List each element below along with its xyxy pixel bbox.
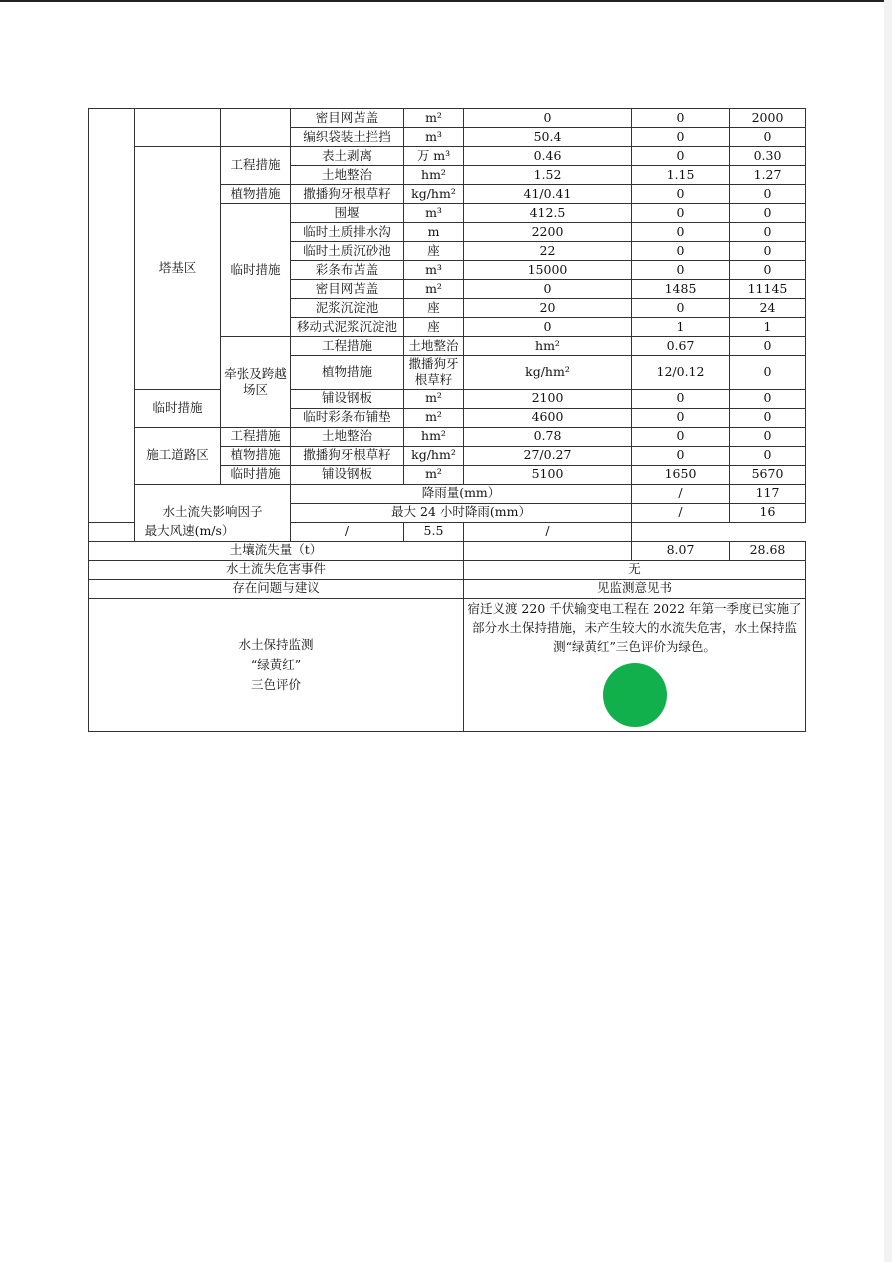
measure-cell: 编织袋装土拦挡 — [291, 128, 404, 147]
design-cell: / — [632, 484, 730, 503]
design-cell: 1.52 — [464, 166, 632, 185]
unit-cell: m² — [404, 389, 464, 408]
current-cell: 117 — [730, 484, 806, 503]
design-cell: 0.67 — [632, 337, 730, 356]
unit-cell: m² — [404, 109, 464, 128]
design-cell: 41/0.41 — [464, 185, 632, 204]
unit-cell: 座 — [404, 299, 464, 318]
unit-cell: kg/hm² — [404, 185, 464, 204]
evaluation-text: 宿迁义渡 220 千伏输变电工程在 2022 年第一季度已实施了部分水土保持措施，未产生较大的水流失危害，水土保持监测“绿黄红”三色评价为绿色。 — [467, 600, 802, 655]
area-label-tower: 塔基区 — [135, 147, 221, 390]
current-cell: 0 — [730, 356, 806, 390]
current-cell: 1 — [632, 318, 730, 337]
current-cell: 0 — [632, 204, 730, 223]
measure-cell: 铺设钢板 — [291, 389, 404, 408]
category-label: 工程措施 — [221, 427, 291, 446]
measure-cell: 围堰 — [291, 204, 404, 223]
current-cell: 1650 — [632, 465, 730, 484]
hazard-label: 水土流失危害事件 — [89, 560, 464, 579]
design-cell: 4600 — [464, 408, 632, 427]
factors-label: 水土流失影响因子 — [135, 484, 291, 541]
cumulative-cell: 0.30 — [730, 147, 806, 166]
measure-cell: 泥浆沉淀池 — [291, 299, 404, 318]
cumulative-cell: 0 — [730, 242, 806, 261]
area-label-stringing: 牵张及跨越场区 — [221, 337, 291, 428]
current-cell: 16 — [730, 503, 806, 522]
issues-label: 存在问题与建议 — [89, 579, 464, 598]
measure-cell: 临时彩条布铺垫 — [291, 408, 404, 427]
cumulative-cell: 1 — [730, 318, 806, 337]
factor-name: 最大 24 小时降雨(mm） — [291, 503, 632, 522]
cumulative-cell: 0 — [730, 446, 806, 465]
cumulative-cell: / — [464, 522, 632, 541]
measure-cell: 临时土质排水沟 — [291, 223, 404, 242]
table-row — [89, 427, 806, 446]
category-label: 临时措施 — [221, 465, 291, 484]
current-cell: 0 — [632, 185, 730, 204]
design-cell: / — [632, 503, 730, 522]
factor-name: 最大风速(m/s） — [89, 522, 291, 541]
design-cell: 22 — [464, 242, 632, 261]
cumulative-cell: 11145 — [730, 280, 806, 299]
cumulative-cell: 0 — [730, 204, 806, 223]
section-cell — [89, 109, 135, 523]
measure-cell: 移动式泥浆沉淀池 — [291, 318, 404, 337]
design-cell: 412.5 — [464, 204, 632, 223]
design-cell: 0 — [464, 109, 632, 128]
measure-cell: 撒播狗牙根草籽 — [291, 446, 404, 465]
category-label: 临时措施 — [221, 204, 291, 337]
design-cell: 0 — [464, 318, 632, 337]
evaluation-result — [464, 598, 806, 731]
measure-cell: 表土剥离 — [291, 147, 404, 166]
design-cell: / — [291, 522, 404, 541]
cumulative-cell: 5670 — [730, 465, 806, 484]
factor-name: 降雨量(mm） — [291, 484, 632, 503]
cumulative-cell: 0 — [730, 223, 806, 242]
unit-cell: kg/hm² — [404, 446, 464, 465]
unit-cell: 座 — [404, 242, 464, 261]
unit-cell: hm² — [404, 166, 464, 185]
category-cell — [221, 109, 291, 147]
unit-cell: m³ — [404, 128, 464, 147]
measure-cell: 密目网苫盖 — [291, 280, 404, 299]
green-rating-indicator — [603, 663, 667, 727]
cumulative-cell: 0 — [730, 185, 806, 204]
table-row — [89, 579, 806, 598]
measure-cell: 铺设钢板 — [291, 465, 404, 484]
table-row — [89, 484, 806, 503]
design-cell: 0 — [464, 280, 632, 299]
current-cell: 0 — [632, 446, 730, 465]
category-label: 植物措施 — [291, 356, 404, 390]
table-row — [89, 598, 806, 731]
unit-cell: 万 m³ — [404, 147, 464, 166]
measure-cell: 临时土质沉砂池 — [291, 242, 404, 261]
cumulative-cell: 0 — [730, 389, 806, 408]
measure-cell: 撒播狗牙根草籽 — [291, 185, 404, 204]
page-right-edge — [884, 0, 892, 1262]
category-label: 工程措施 — [291, 337, 404, 356]
design-cell: 15000 — [464, 261, 632, 280]
measure-cell: 土地整治 — [291, 166, 404, 185]
table-row — [89, 541, 806, 560]
design-cell: 27/0.27 — [464, 446, 632, 465]
table-row — [89, 109, 806, 128]
unit-cell: m³ — [404, 261, 464, 280]
table-row — [89, 560, 806, 579]
category-label: 植物措施 — [221, 185, 291, 204]
area-cell — [135, 109, 221, 147]
current-cell: 0 — [632, 223, 730, 242]
measure-cell: 土地整治 — [291, 427, 404, 446]
evaluation-label-line: 三色评价 — [250, 676, 301, 692]
current-cell: 0 — [632, 389, 730, 408]
design-cell: 0.78 — [464, 427, 632, 446]
unit-cell: hm² — [464, 337, 632, 356]
current-cell: 0 — [632, 128, 730, 147]
evaluation-label — [89, 598, 464, 731]
design-cell: 2100 — [464, 389, 632, 408]
unit-cell: kg/hm² — [464, 356, 632, 390]
soil-loss-label: 土壤流失量（t） — [89, 541, 464, 560]
unit-cell: m² — [404, 280, 464, 299]
page-top-border — [0, 0, 892, 2]
design-cell: 5100 — [464, 465, 632, 484]
design-cell: 0.46 — [464, 147, 632, 166]
monitoring-table — [88, 108, 806, 732]
hazard-value: 无 — [464, 560, 806, 579]
unit-cell: hm² — [404, 427, 464, 446]
measure-cell: 彩条布苫盖 — [291, 261, 404, 280]
cumulative-cell: 2000 — [730, 109, 806, 128]
design-cell: 20 — [464, 299, 632, 318]
unit-cell: m³ — [404, 204, 464, 223]
measure-cell: 撒播狗牙根草籽 — [404, 356, 464, 390]
unit-cell: m² — [404, 408, 464, 427]
design-cell: 2200 — [464, 223, 632, 242]
category-label: 工程措施 — [221, 147, 291, 185]
unit-cell: 座 — [404, 318, 464, 337]
category-label: 临时措施 — [135, 389, 221, 427]
current-cell: 5.5 — [404, 522, 464, 541]
table-row — [89, 147, 806, 166]
current-cell: 0 — [632, 427, 730, 446]
design-cell: 50.4 — [464, 128, 632, 147]
current-cell: 8.07 — [632, 541, 730, 560]
evaluation-label-line: 水土保持监测 — [238, 636, 314, 652]
current-cell: 0 — [632, 408, 730, 427]
cumulative-cell: 0 — [730, 408, 806, 427]
unit-cell: m² — [404, 465, 464, 484]
cumulative-cell: 28.68 — [730, 541, 806, 560]
cumulative-cell: 24 — [730, 299, 806, 318]
cumulative-cell: 0 — [730, 128, 806, 147]
evaluation-label-line: “绿黄红” — [250, 656, 302, 672]
current-cell: 1.15 — [632, 166, 730, 185]
current-cell: 0 — [632, 299, 730, 318]
current-cell: 0 — [730, 337, 806, 356]
cumulative-cell: 0 — [730, 427, 806, 446]
current-cell: 0 — [632, 147, 730, 166]
table-row — [89, 389, 806, 408]
cumulative-cell: 1.27 — [730, 166, 806, 185]
design-cell — [464, 541, 632, 560]
unit-cell: m — [404, 223, 464, 242]
category-label: 植物措施 — [221, 446, 291, 465]
table-row — [89, 522, 806, 541]
area-label-road: 施工道路区 — [135, 427, 221, 484]
design-cell: 12/0.12 — [632, 356, 730, 390]
current-cell: 0 — [632, 261, 730, 280]
current-cell: 0 — [632, 109, 730, 128]
cumulative-cell: 0 — [730, 261, 806, 280]
current-cell: 1485 — [632, 280, 730, 299]
measure-cell: 密目网苫盖 — [291, 109, 404, 128]
measure-cell: 土地整治 — [404, 337, 464, 356]
issues-value: 见监测意见书 — [464, 579, 806, 598]
current-cell: 0 — [632, 242, 730, 261]
